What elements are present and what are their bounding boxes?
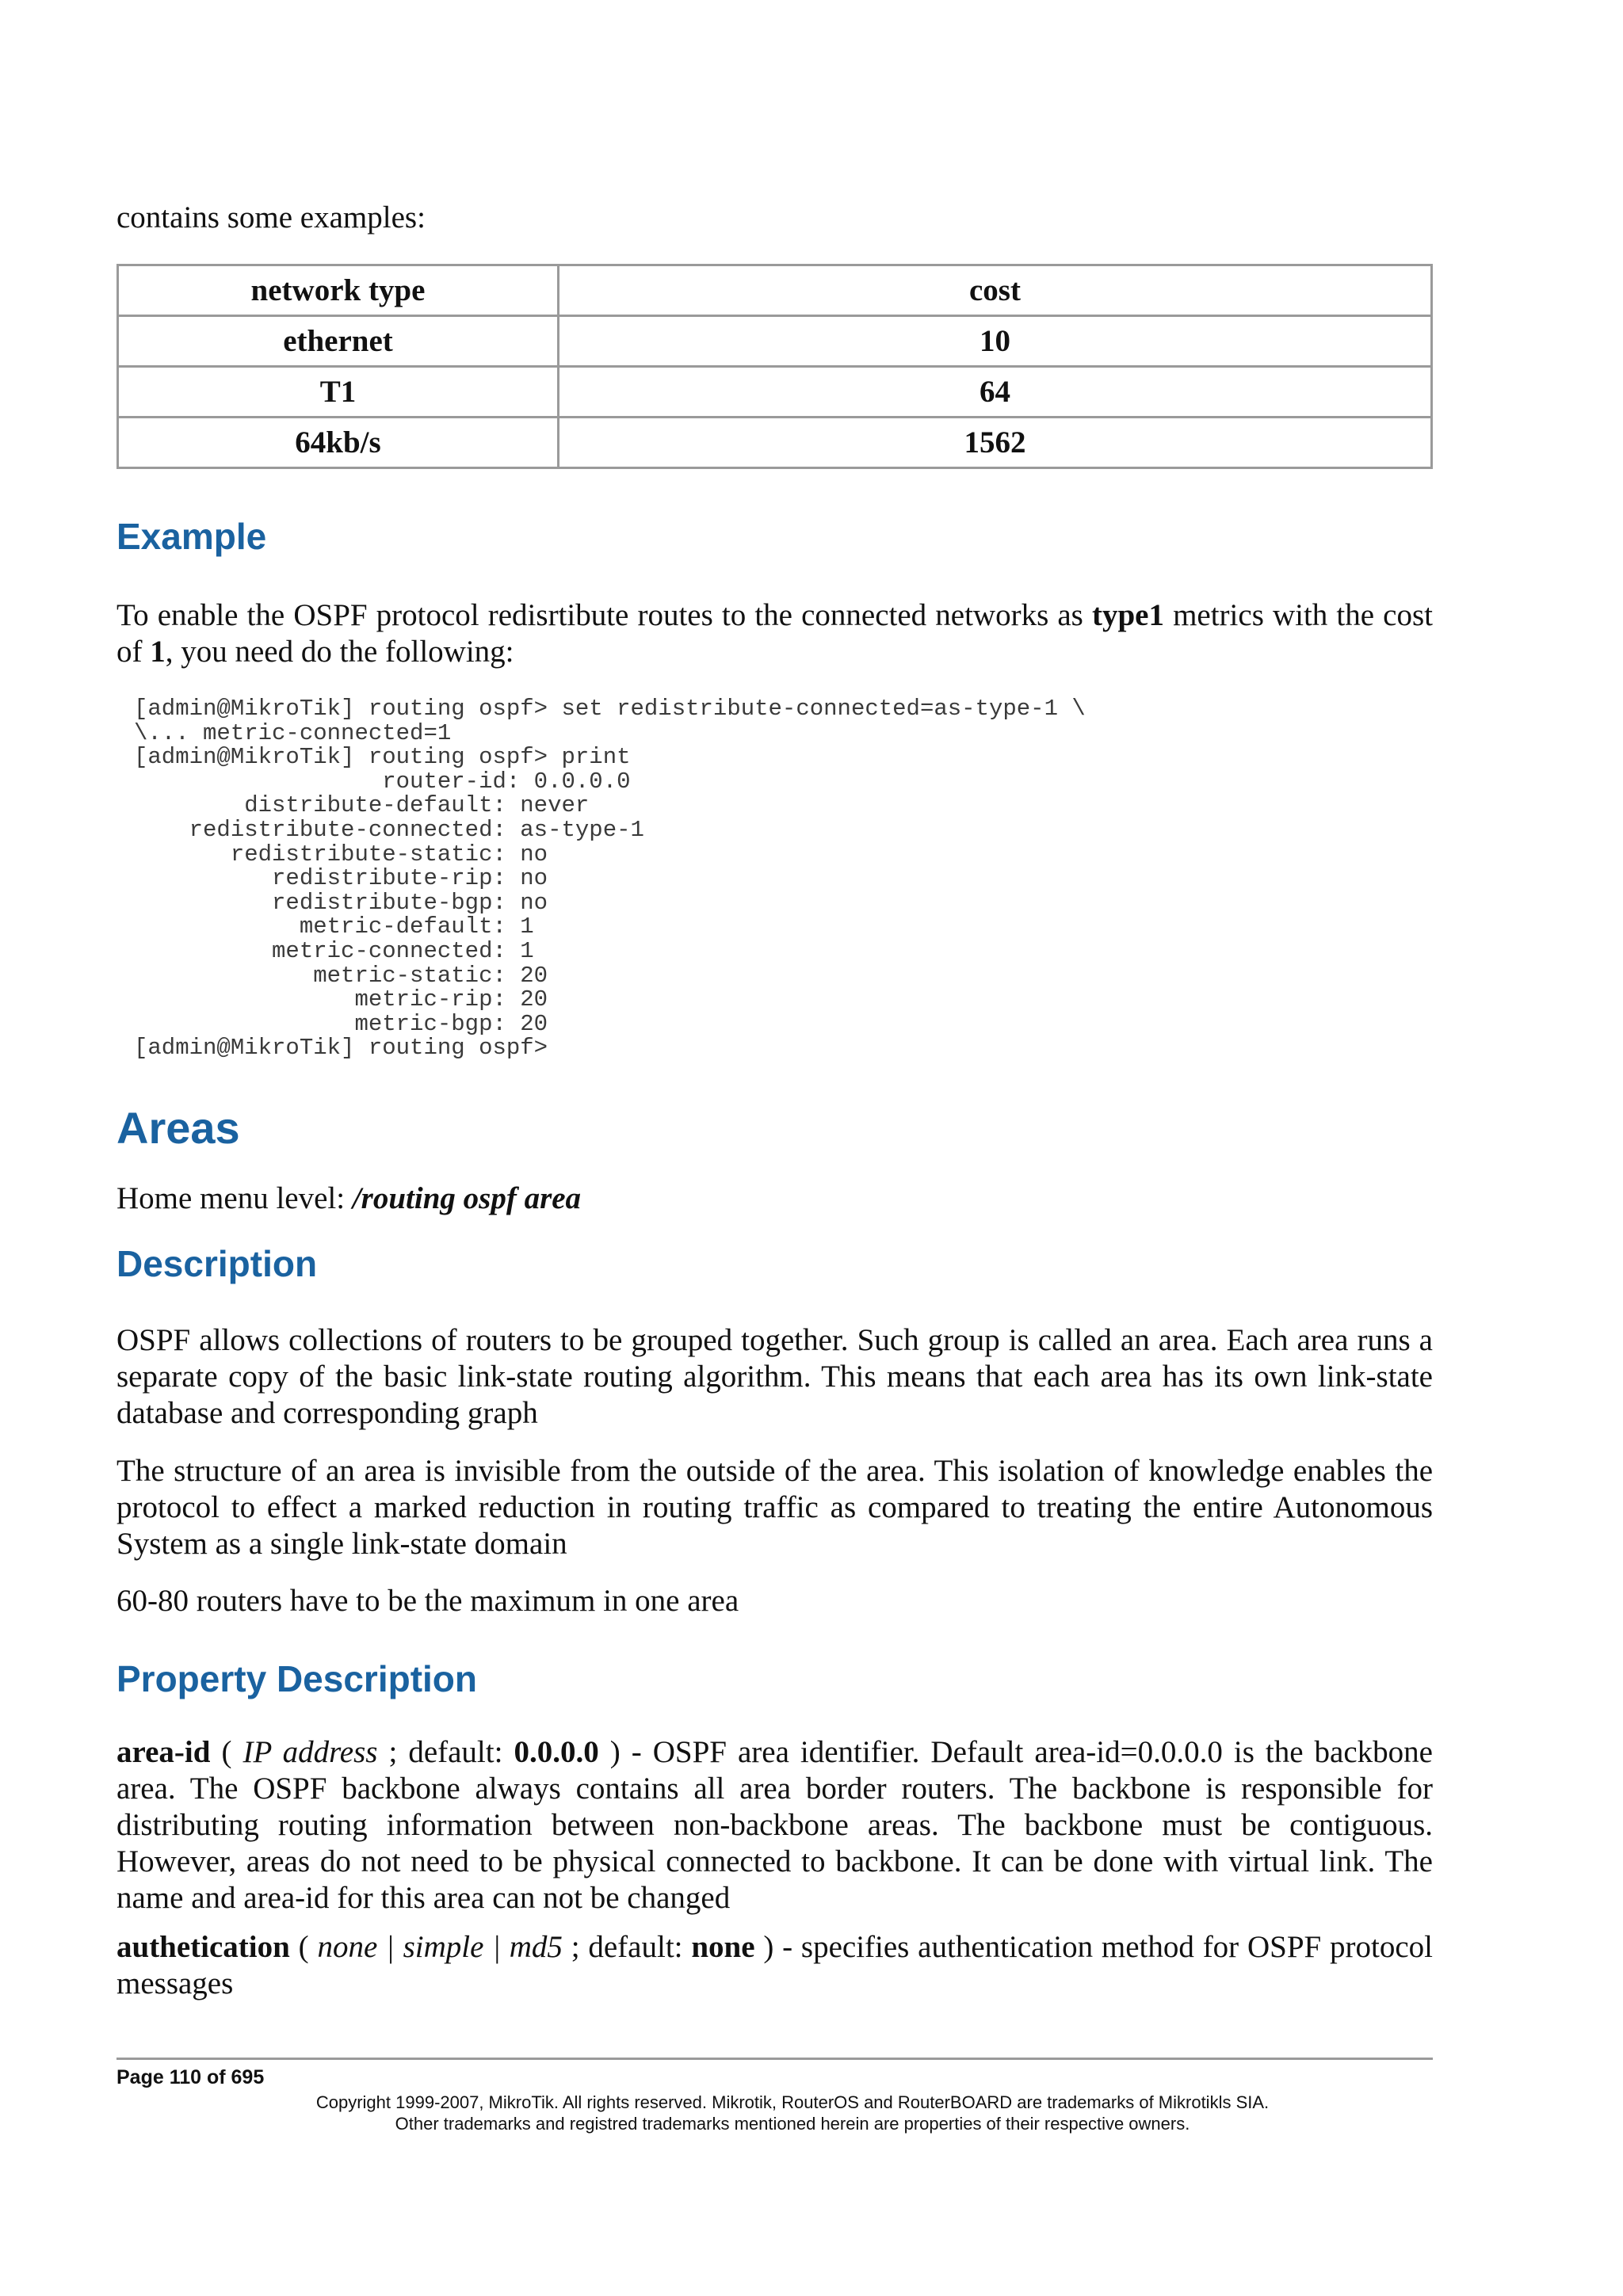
description-heading: Description [116,1243,318,1284]
example-text: To enable the OSPF protocol redisrtibute routes to the connected networks as [116,598,1092,632]
copyright-line: Copyright 1999-2007, MikroTik. All rights reserved. Mikrotik, RouterOS and RouterBOARD are trademarks of Mikrotikls SIA. [315,2092,1270,2112]
menu-level-path: /routing ospf area [352,1181,582,1215]
cell-network-type: ethernet [118,316,559,367]
property-name: area-id [116,1735,211,1769]
menu-level-label: Home menu level: [116,1181,353,1215]
property-punct: ( [289,1930,318,1964]
property-default-value: none [691,1930,755,1964]
intro-text: contains some examples: [116,200,426,235]
trademark-line: Other trademarks and registred trademarks mentioned herein are properties of their respective owners. [395,2114,1190,2134]
cell-cost: 10 [559,316,1432,367]
table-row [118,316,1432,367]
property-default-label: ; default: [377,1735,514,1769]
cell-cost: 1562 [559,418,1432,468]
property-description-heading: Property Description [116,1658,477,1699]
description-paragraph: OSPF allows collections of routers to be grouped together. Such group is called an area. Each area runs a separate copy of the basic link-state routing algorithm. This means that each area has its own link-state database and corresponding graph [116,1323,1433,1430]
property-default-label: ; default: [562,1930,692,1964]
property-punct: ( [210,1735,243,1769]
menu-level-text [116,1180,1433,1217]
areas-heading: Areas [116,1103,240,1153]
page-number: Page 110 of 695 [116,2066,265,2088]
code-listing: [admin@MikroTik] routing ospf> set redistribute-connected=as-type-1 \ \... metric-connected=1 [admin@MikroTik] routing ospf> print router-id: 0.0.0.0 distribute-default: never redistribute-connected: as-type-1 redistribute-static: no redistribute-rip: no redistribute-bgp: no metric-default: 1 metric-connected: 1 metric-static: 20 metric-rip: 20 metric-bgp: 20 [admin@MikroTik] routing ospf> [134,696,1086,1062]
footer-copyright [238,2092,1347,2134]
example-bold-type1: type1 [1091,598,1164,632]
header-network-type: network type [118,265,559,316]
description-paragraph: The structure of an area is invisible from the outside of the area. This isolation of knowledge enables the protocol to effect a marked reduction in routing traffic as compared to treating the entire Autonomous System as a single link-state domain [116,1454,1433,1561]
description-paragraph: 60-80 routers have to be the maximum in one area [116,1584,739,1618]
example-text: metrics with the cost of [116,598,1433,669]
property-area-id [116,1734,1433,1917]
property-type: IP address [242,1735,378,1769]
header-cost: cost [559,265,1432,316]
cell-cost: 64 [559,367,1432,418]
cost-table [116,264,1433,469]
property-name: authetication [116,1930,290,1964]
property-description-text: ) - OSPF area identifier. Default area-id=0.0.0.0 is the backbone area. The OSPF backbone always contains all area border routers. The backbone is responsible for distributing routing information between non-backbone areas. The backbone must be contiguous. However, areas do not need to be physical connected to backbone. It can be done with virtual link. The name and area-id for this area can not be changed [116,1735,1433,1915]
table-row [118,367,1432,418]
footer-divider [116,2058,1433,2060]
property-type: none | simple | md5 [317,1930,563,1964]
cell-network-type: 64kb/s [118,418,559,468]
cell-network-type: T1 [118,367,559,418]
example-heading: Example [116,516,267,557]
example-bold-cost: 1 [150,635,166,669]
table-header-row [118,265,1432,316]
property-default-value: 0.0.0.0 [514,1735,599,1769]
property-description-text: ) - specifies authentication method for OSPF protocol messages [116,1930,1433,2000]
example-text: , you need do the following: [165,635,514,669]
property-authetication [116,1929,1433,2002]
example-paragraph [116,597,1433,670]
table-row [118,418,1432,468]
